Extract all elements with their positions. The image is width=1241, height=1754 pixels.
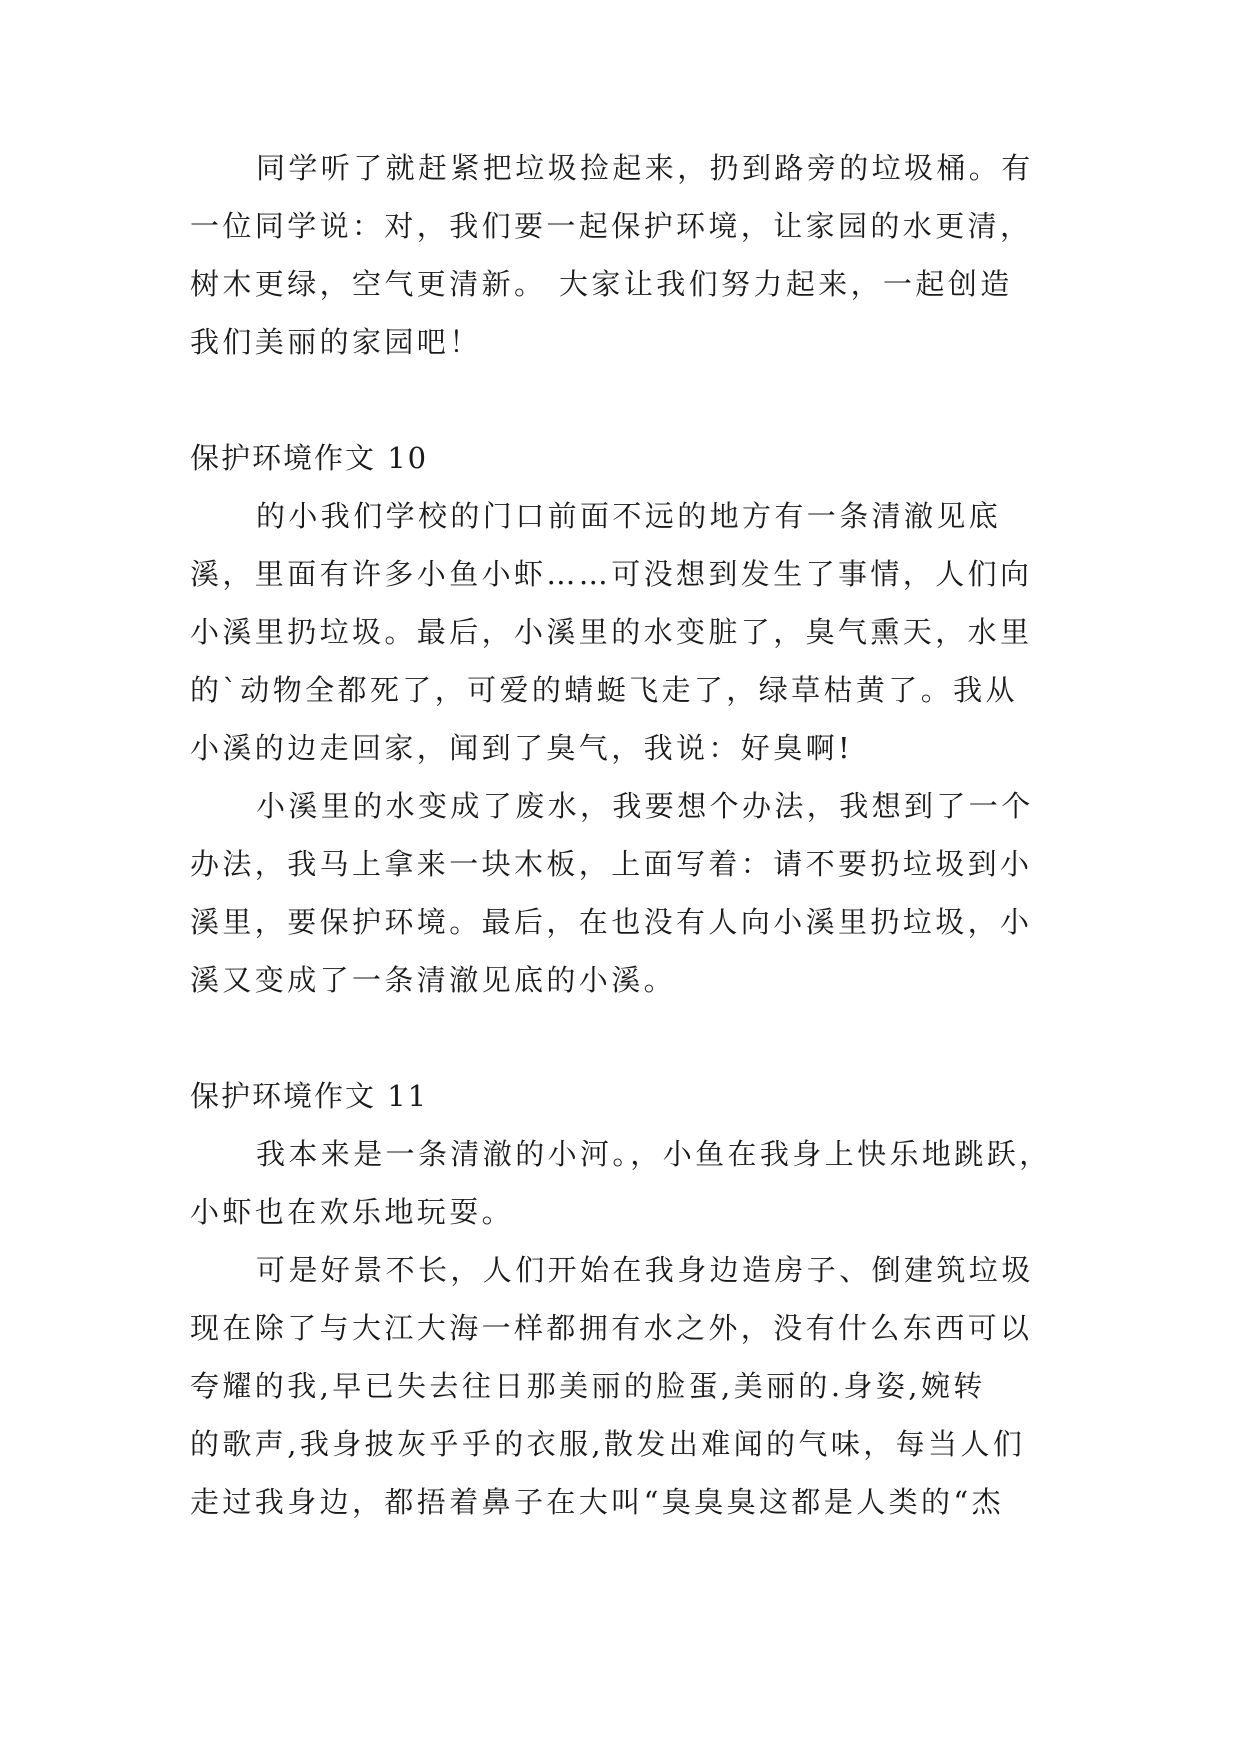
paragraph-line: 走过我身边，都捂着鼻子在大叫“臭臭臭这都是人类的“杰: [190, 1485, 1005, 1519]
paragraph-line: 小溪里的水变成了废水，我要想个办法，我想到了一个: [256, 789, 1034, 823]
paragraph-line: 夸耀的我,早已失去往日那美丽的脸蛋,美丽的.身姿,婉转: [190, 1369, 986, 1403]
paragraph-line: 我本来是一条清澈的小河。，小鱼在我身上快乐地跳跃，: [256, 1137, 1052, 1171]
paragraph-line: 的`动物全都死了，可爱的蜻蜓飞走了，绿草枯黄了。我从: [190, 673, 1018, 707]
section-heading: 保护环境作文 10: [190, 441, 429, 475]
paragraph-line: 小溪里扔垃圾。最后，小溪里的水变脏了，臭气熏天，水里: [190, 615, 1033, 649]
paragraph-line: 现在除了与大江大海一样都拥有水之外，没有什么东西可以: [190, 1311, 1033, 1345]
section-heading: 保护环境作文 11: [190, 1079, 429, 1113]
paragraph-line: 我们美丽的家园吧！: [190, 325, 482, 359]
paragraph-line: 同学听了就赶紧把垃圾捡起来，扔到路旁的垃圾桶。有: [256, 151, 1034, 185]
paragraph-line: 溪又变成了一条清澈见底的小溪。: [190, 963, 677, 997]
paragraph-line: 树木更绿，空气更清新。 大家让我们努力起来，一起创造: [190, 267, 1013, 301]
paragraph-line: 的歌声,我身披灰乎乎的衣服,散发出难闻的气味，每当人们: [190, 1427, 1026, 1461]
paragraph-line: 小虾也在欢乐地玩耍。: [190, 1195, 515, 1229]
paragraph-line: 的小我们学校的门口前面不远的地方有一条清澈见底: [256, 499, 1002, 533]
paragraph-line: 溪里，要保护环境。最后，在也没有人向小溪里扔垃圾，小: [190, 905, 1033, 939]
paragraph-line: 一位同学说：对，我们要一起保护环境，让家园的水更清，: [190, 209, 1033, 243]
paragraph-line: 小溪的边走回家，闻到了臭气，我说：好臭啊!: [190, 731, 854, 765]
paragraph-line: 办法，我马上拿来一块木板，上面写着：请不要扔垃圾到小: [190, 847, 1033, 881]
paragraph-line: 可是好景不长，人们开始在我身边造房子、倒建筑垃圾: [256, 1253, 1034, 1287]
paragraph-line: 溪，里面有许多小鱼小虾……可没想到发生了事情，人们向: [190, 557, 1033, 591]
